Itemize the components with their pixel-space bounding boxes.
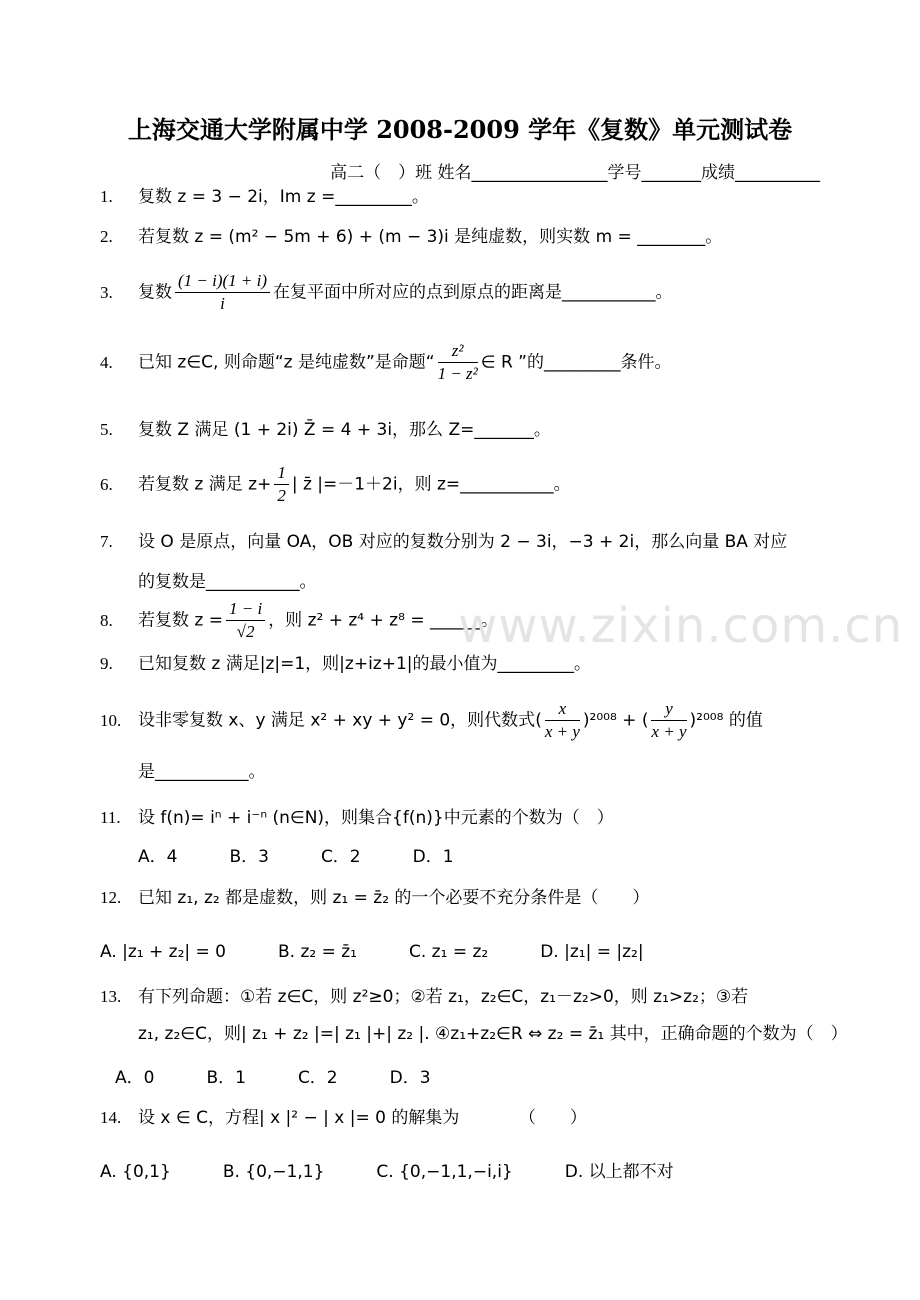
fraction: [226, 598, 265, 643]
question-5: [100, 418, 830, 442]
question-number: 6.: [100, 474, 113, 494]
question-text: 设非零复数 x、y 满足 x² + xy + y² = 0，则代数式: [138, 710, 536, 731]
option-d: D．3: [389, 1068, 431, 1088]
fraction: [651, 698, 686, 743]
option-c: C．2: [297, 1068, 338, 1088]
option-d: D. |z₁| = |z₂|: [540, 942, 644, 962]
fraction-denominator: x + y: [651, 722, 687, 741]
fraction: [438, 340, 478, 385]
question-13: [100, 985, 830, 1009]
question-4: [100, 340, 830, 385]
option-a: A. |z₁ + z₂| = 0: [100, 942, 226, 962]
question-text: 复数 z = 3 − 2i，Im z =_________。: [138, 187, 429, 207]
question-14-options: [100, 1160, 830, 1184]
question-13-options: [115, 1066, 845, 1090]
option-d: D. 以上都不对: [564, 1162, 674, 1182]
fraction-numerator: 1: [274, 462, 289, 485]
question-text: 在复平面中所对应的点到原点的距离是___________。: [273, 282, 673, 303]
question-text: )²⁰⁰⁸ + (: [582, 710, 649, 731]
question-number: 1.: [100, 187, 113, 206]
fraction-numerator: (1 − i)(1 + i): [175, 270, 270, 293]
option-d: D．1: [412, 847, 454, 867]
question-14: [100, 1106, 830, 1130]
question-12: [100, 886, 830, 910]
fraction-numerator: z²: [438, 340, 478, 363]
question-text: 若复数 z = (m² − 5m + 6) + (m − 3)i 是纯虚数，则实数 m = ________。: [138, 227, 723, 247]
fraction-denominator: 1 − z²: [437, 364, 478, 383]
option-b: B. {0,−1,1}: [222, 1162, 325, 1182]
question-number: 3.: [100, 282, 113, 302]
question-number: 5.: [100, 420, 113, 439]
question-11-options: [138, 845, 506, 869]
question-number: 2.: [100, 227, 113, 246]
fraction-numerator: y: [651, 698, 686, 721]
option-c: C．2: [320, 847, 361, 867]
question-12-options: [100, 940, 830, 964]
question-text: 设 f(n)= iⁿ + i⁻ⁿ (n∈N)，则集合{f(n)}中元素的个数为（ ）: [138, 808, 614, 828]
question-text: 复数: [138, 282, 172, 303]
option-c: C. z₁ = z₂: [409, 942, 489, 962]
question-text: )²⁰⁰⁸ 的值: [689, 710, 763, 731]
student-info-line: 高二（ ）班 姓名________________学号_______成绩__________: [330, 163, 820, 183]
question-7: [100, 530, 830, 554]
fraction-denominator: x + y: [544, 722, 580, 741]
question-number: 11.: [100, 808, 121, 827]
question-9: [100, 652, 830, 676]
question-2: [100, 225, 830, 249]
fraction-denominator: √2: [236, 622, 255, 641]
fraction: [274, 462, 289, 507]
option-b: B．3: [229, 847, 269, 867]
fraction-denominator: 2: [277, 486, 286, 505]
question-10: 10. 设非零复数 x、y 满足 x² + xy + y² = 0，则代数式( $\frac{x}{x + y}$ )²⁰⁰⁸ + ( $\frac{y}{x + y}$ )²⁰⁰⁸ 的值: [100, 699, 763, 741]
question-number: 9.: [100, 654, 113, 673]
question-text: ，则 z² + z⁴ + z⁸ = ______。: [268, 610, 498, 631]
page-title: 上海交通大学附属中学 2008-2009 学年《复数》单元测试卷: [127, 115, 793, 144]
question-text: 有下列命题：①若 z∈C，则 z²≥0；②若 z₁，z₂∈C，z₁－z₂>0，则 z₁>z₂；③若: [138, 987, 749, 1007]
question-11: [100, 806, 830, 830]
question-10-continued: 是___________。: [138, 762, 266, 782]
question-text: 复数 Z 满足 (1 + 2i) Z̄ = 4 + 3i，那么 Z=_______。: [138, 420, 551, 440]
fraction-numerator: 1 − i: [226, 598, 265, 621]
option-b: B．1: [206, 1068, 246, 1088]
option-c: C. {0,−1,1,−i,i}: [376, 1162, 513, 1182]
option-a: A. {0,1}: [100, 1162, 171, 1182]
question-text: 已知复数 z 满足|z|=1，则|z+iz+1|的最小值为_________。: [138, 654, 591, 674]
question-text: ∈ R ”的_________条件。: [480, 352, 672, 373]
question-6: [100, 462, 830, 507]
question-text: 已知 z₁, z₂ 都是虚数，则 z₁ = z̄₂ 的一个必要不充分条件是（ ）: [138, 888, 650, 908]
option-a: A．0: [115, 1068, 155, 1088]
fraction-numerator: x: [545, 698, 580, 721]
option-b: B. z₂ = z̄₁: [278, 942, 357, 962]
question-number: 13.: [100, 987, 122, 1006]
question-1: [100, 185, 830, 209]
question-3: [100, 270, 830, 315]
option-a: A．4: [138, 847, 178, 867]
question-text: 设 O 是原点，向量 OA，OB 对应的复数分别为 2 − 3i，−3 + 2i，那么向量 BA 对应: [138, 532, 788, 552]
question-text: 设 x ∈ C，方程| x |² − | x |= 0 的解集为 （ ）: [138, 1108, 587, 1128]
question-text: 若复数 z =: [138, 610, 223, 631]
question-number: 8.: [100, 610, 113, 630]
question-number: 7.: [100, 532, 113, 551]
question-text: 已知 z∈C, 则命题“z 是纯虚数”是命题“: [138, 352, 435, 373]
question-text: | z̄ |=－1＋2i，则 z=___________。: [291, 474, 571, 495]
fraction: [175, 270, 270, 315]
question-text: 若复数 z 满足 z+: [138, 474, 272, 495]
question-number: 4.: [100, 352, 113, 372]
question-number: 10.: [100, 710, 122, 730]
question-number: 12.: [100, 888, 122, 907]
question-7-continued: 的复数是___________。: [138, 572, 317, 592]
fraction-denominator: i: [220, 294, 225, 313]
fraction: [545, 698, 580, 743]
watermark: www.zixin.com.cn: [458, 598, 904, 654]
question-13-continued: z₁, z₂∈C，则| z₁ + z₂ |=| z₁ |+| z₂ |. ④z₁+z₂∈R ⇔ z₂ = z̄₁ 其中，正确命题的个数为（ ）: [138, 1024, 848, 1044]
question-number: 14.: [100, 1108, 122, 1127]
